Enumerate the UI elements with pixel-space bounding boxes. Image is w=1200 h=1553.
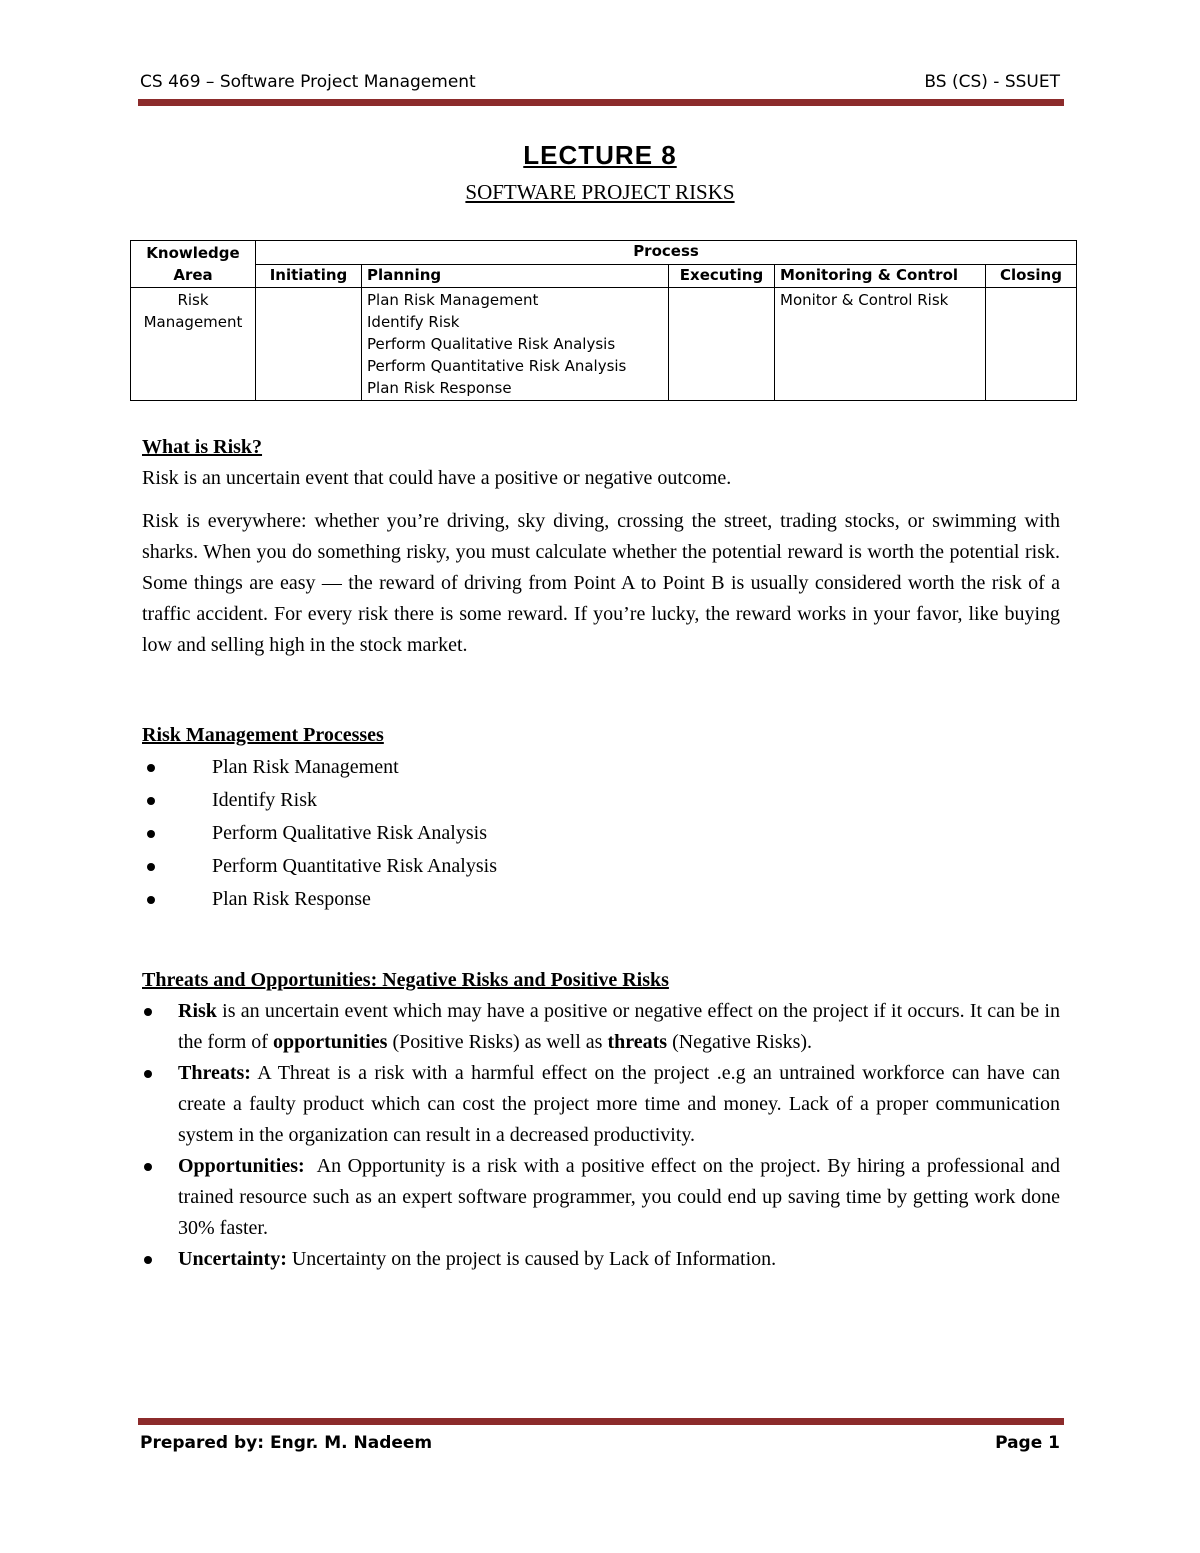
bullet-icon: [147, 764, 155, 772]
prepared-by: Prepared by: Engr. M. Nadeem: [140, 1433, 433, 1453]
term-threats: Threats:: [178, 1062, 251, 1084]
header-rule: [138, 99, 1064, 106]
planning-item: Identify Risk: [367, 313, 460, 331]
planning-item: Perform Qualitative Risk Analysis: [367, 335, 616, 353]
knowledge-area-cell: Risk Management: [131, 288, 256, 401]
col-executing: Executing: [669, 264, 775, 288]
list-item-text: Plan Risk Response: [212, 888, 371, 910]
threats-heading: Threats and Opportunities: Negative Risks and Positive Risks: [142, 969, 669, 991]
list-item: [142, 1244, 1060, 1275]
term-opportunities: Opportunities:: [178, 1155, 305, 1177]
processes-section: [142, 720, 1060, 916]
what-is-risk-section: [142, 432, 1060, 661]
threats-list: [142, 996, 1065, 1275]
bullet-icon: [147, 797, 155, 805]
planning-cell: [362, 288, 669, 401]
col-monitoring: Monitoring & Control: [775, 264, 986, 288]
list-item: [142, 784, 1060, 817]
list-item: [142, 817, 1060, 850]
bullet-icon: [147, 863, 155, 871]
risk-text: (Negative Risks).: [667, 1031, 813, 1053]
processes-list: [142, 751, 1060, 916]
risk-definition: Risk is an uncertain event that could have a positive or negative outcome.: [142, 467, 732, 489]
lecture-subtitle: SOFTWARE PROJECT RISKS: [465, 180, 735, 204]
term-risk: Risk: [178, 1000, 217, 1022]
risk-text: (Positive Risks) as well as: [387, 1031, 608, 1053]
executing-cell: [669, 288, 775, 401]
col-planning: Planning: [362, 264, 669, 288]
bullet-icon: [144, 1070, 152, 1078]
planning-item: Plan Risk Management: [367, 291, 539, 309]
list-item-text: Identify Risk: [212, 789, 317, 811]
list-item: [142, 1151, 1065, 1244]
bullet-icon: [144, 1163, 152, 1171]
list-item: [142, 883, 1060, 916]
opportunity-text: An Opportunity is a risk with a positive effect on the project. By hiring a professional and trained resource such as an expert software programmer, you could end up saving time by getting work done 30% faster.: [178, 1155, 1065, 1239]
risk-text: is an uncertain event which may have a positive or negative effect on the project if it occurs. It can be in the form of: [178, 1000, 1060, 1053]
process-table: [130, 240, 1077, 401]
initiating-cell: [256, 288, 362, 401]
lecture-title: LECTURE 8: [523, 140, 677, 170]
col-initiating: Initiating: [256, 264, 362, 288]
risk-paragraph: Risk is everywhere: whether you’re driving, sky diving, crossing the street, trading stocks, or swimming with sharks. When you do something risky, you must calculate whether the potential reward is worth the potential risk. Some things are easy — the reward of driving from Point A to Point B is usually considered worth the risk of a traffic accident. For every risk there is some reward. If you’re lucky, the reward works in your favor, like buying low and selling high in the stock market.: [142, 510, 1060, 656]
threats-section: [142, 965, 1065, 1275]
col-closing: Closing: [986, 264, 1077, 288]
what-is-risk-heading: What is Risk?: [142, 436, 263, 458]
process-header: Process: [256, 241, 1077, 265]
program-name: BS (CS) - SSUET: [924, 72, 1060, 92]
list-item-text: Perform Quantitative Risk Analysis: [212, 855, 497, 877]
term-opportunities: opportunities: [272, 1031, 388, 1053]
processes-heading: Risk Management Processes: [142, 724, 384, 746]
list-item: [142, 996, 1060, 1058]
list-item-text: Perform Qualitative Risk Analysis: [212, 822, 487, 844]
term-threats: threats: [607, 1031, 668, 1053]
monitoring-cell: Monitor & Control Risk: [775, 288, 986, 401]
knowledge-area-header: Knowledge Area: [131, 241, 256, 288]
list-item: [142, 1058, 1060, 1151]
planning-item: Plan Risk Response: [367, 379, 512, 397]
list-item: [142, 850, 1060, 883]
term-uncertainty: Uncertainty:: [178, 1248, 287, 1270]
planning-item: Perform Quantitative Risk Analysis: [367, 357, 627, 375]
bullet-icon: [144, 1008, 152, 1016]
uncertainty-text: Uncertainty on the project is caused by Lack of Information.: [286, 1248, 777, 1270]
page-number: Page 1: [995, 1433, 1060, 1453]
list-item-text: Plan Risk Management: [212, 756, 399, 778]
course-title: CS 469 – Software Project Management: [140, 72, 476, 92]
threat-text: A Threat is a risk with a harmful effect on the project .e.g an untrained workforce can have can create a faulty product which can cost the project more time and money. Lack of a proper communication system in the organization can result in a decreased productivity.: [178, 1062, 1060, 1146]
bullet-icon: [147, 830, 155, 838]
bullet-icon: [144, 1256, 152, 1264]
closing-cell: [986, 288, 1077, 401]
bullet-icon: [147, 896, 155, 904]
footer-rule: [138, 1418, 1064, 1425]
list-item: [142, 751, 1060, 784]
